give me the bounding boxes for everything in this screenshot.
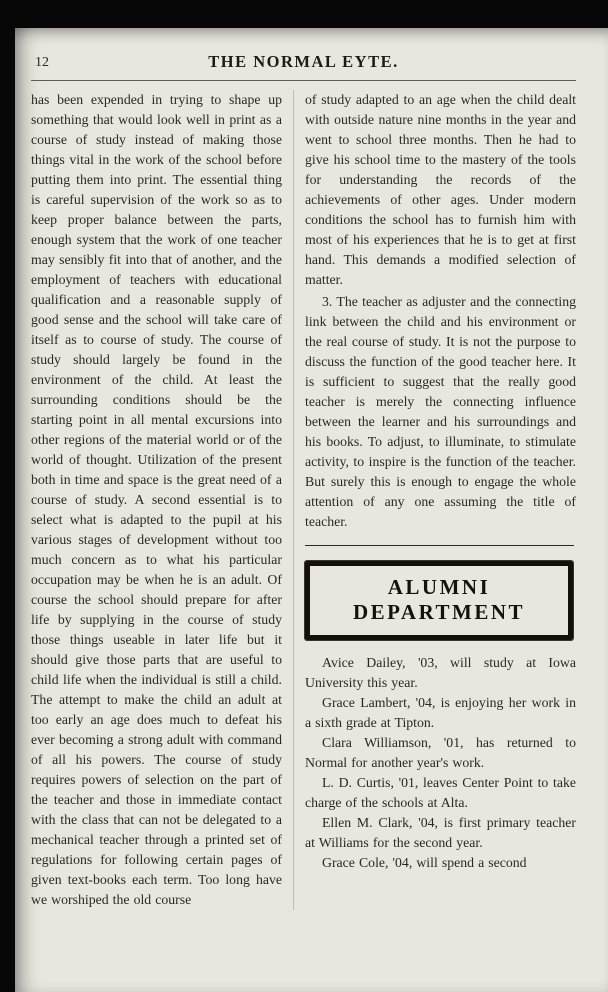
page-number: 12 (35, 55, 49, 70)
scan-edge-top (0, 0, 608, 28)
article-continuation-text: has been expended in trying to shape up something that would look well in print as a course of study instead of making those things vital in the work of the school before putting them into print. The essential thing is careful supervision of the work so as to keep proper balance between the parts, enough system that the work of one teacher may sensibly fit into that of another, and the employment of teachers with educational qualification and a reasonable supply of good sense and the school will take care of itself as to course of study. The course of study should largely be found in the environment of the child. At least the surrounding conditions should be the starting point in all mental excursions into other regions of the material world or of the world of thought. Utilization of the present both in time and space is the great need of a course of study. A second essential is to select what is adapted to the pupil at his various stages of development without too much concern as to what his particular occupation may be when he is an adult. Of course the school should prepare for after life by supplying in the course of study those things useable in later life but it should give those parts that are useful to child life when the individual is still a child. The attempt to make the child an adult at too early an age does much to defeat his ever becoming a strong adult with command of all his powers. The course of study requires powers of selection on the part of the teacher and those in immediate contact with the class that can not be delegated to a mechanical teacher through a printed set of regulations for following certain pages of given text-books each term. Too long have we worshiped the old course (31, 92, 282, 907)
right-column (305, 90, 576, 910)
page-header (31, 50, 576, 76)
article-paragraph: of study adapted to an age when the child dealt with outside nature nine months in the year and went to school three months. Then he had to give his school time to the mastery of the tools for understanding the records of the achievements of other ages. Under modern conditions the school has to furnish him with most of his experiences that he is to get at first hand. This demands a modified selection of matter. (305, 92, 576, 287)
alumni-item: Grace Lambert, '04, is enjoying her work in a sixth grade at Tipton. (305, 695, 576, 730)
masthead-title: THE NORMAL EYTE. (208, 52, 399, 71)
alumni-department-heading-box (305, 561, 573, 640)
article-paragraph-numbered: 3. The teacher as adjuster and the connecting link between the child and his environment or the real course of study. It is not the purpose to discuss the function of the good teacher here. It is sufficient to suggest that the really good teacher is merely the connecting influence between the learner and his surroundings and his books. To adjust, to illuminate, to stimulate activity, to inspire is the function of the teacher. But surely this is enough to engage the whole attention of any one assuming the title of teacher. (305, 294, 576, 529)
scan-edge-left (0, 0, 15, 992)
header-rule (31, 80, 576, 81)
alumni-item: Clara Williamson, '01, has returned to Normal for another year's work. (305, 735, 576, 770)
left-column (31, 90, 282, 910)
alumni-item: Grace Cole, '04, will spend a second (322, 855, 527, 870)
alumni-item: L. D. Curtis, '01, leaves Center Point to take charge of the schools at Alta. (305, 775, 576, 810)
alumni-department-heading: ALUMNI DEPARTMENT (352, 575, 526, 624)
section-rule (305, 545, 574, 546)
alumni-item: Ellen M. Clark, '04, is first primary teacher at Williams for the second year. (305, 815, 576, 850)
text-columns (31, 90, 576, 910)
page (15, 28, 608, 992)
alumni-item: Avice Dailey, '03, will study at Iowa University this year. (305, 655, 576, 690)
column-divider (293, 90, 294, 910)
